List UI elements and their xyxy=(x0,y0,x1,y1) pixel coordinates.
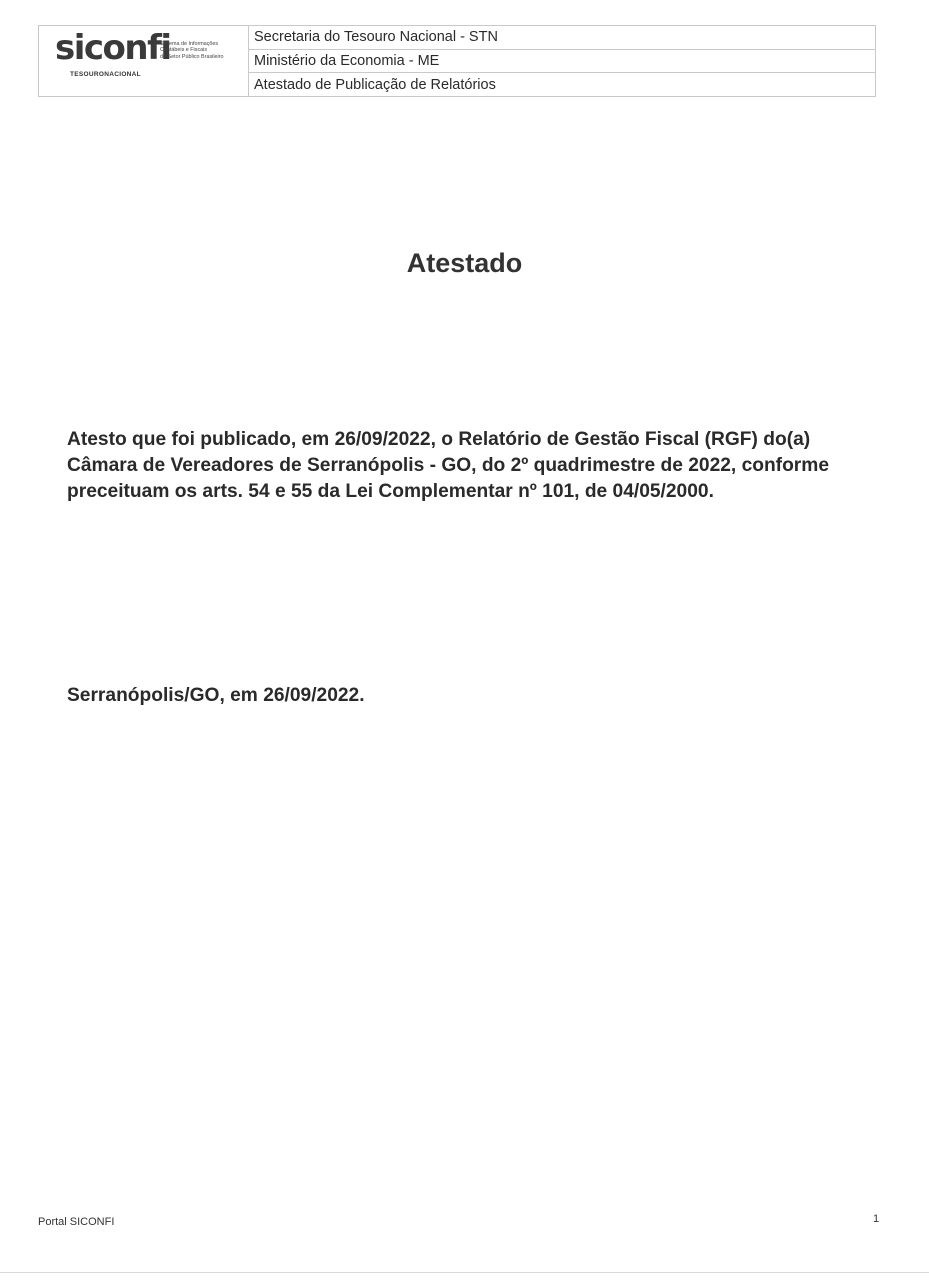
header-row-secretaria: Secretaria do Tesouro Nacional - STN xyxy=(249,26,875,50)
siconfi-logo xyxy=(39,26,249,96)
page-number: 1 xyxy=(873,1213,880,1225)
logo-subtitle-line: do Setor Público Brasileiro xyxy=(160,53,224,60)
header-row-ministerio: Ministério da Economia - ME xyxy=(249,50,875,74)
place-and-date: Serranópolis/GO, em 26/09/2022. xyxy=(67,685,365,706)
footer-portal-label: Portal SICONFI xyxy=(38,1216,115,1228)
page-title: Atestado xyxy=(406,248,523,278)
header-info xyxy=(249,26,875,96)
logo-subtitle-line: Contábeis e Fiscais xyxy=(160,47,208,54)
logo-subtitle-line: Sistema de Informações xyxy=(160,41,219,47)
logo-subtitle xyxy=(160,41,250,60)
header-row-document-type: Atestado de Publicação de Relatórios xyxy=(254,76,496,93)
attestation-text: Atesto que foi publicado, em 26/09/2022, o Relatório de Gestão Fiscal (RGF) do(a) Câmara de Vereadores de Serranópolis - GO, do 2º quadrimestre de 2022, conforme preceituam os arts. 54 e 55 da Lei Complementar nº 101, de 04/05/2000. xyxy=(67,429,829,502)
scan-edge-divider xyxy=(0,1272,929,1273)
logo-wordmark: siconfi xyxy=(55,28,171,68)
document-header xyxy=(38,25,876,97)
tesouro-nacional-label: TESOURONACIONAL xyxy=(70,71,141,78)
